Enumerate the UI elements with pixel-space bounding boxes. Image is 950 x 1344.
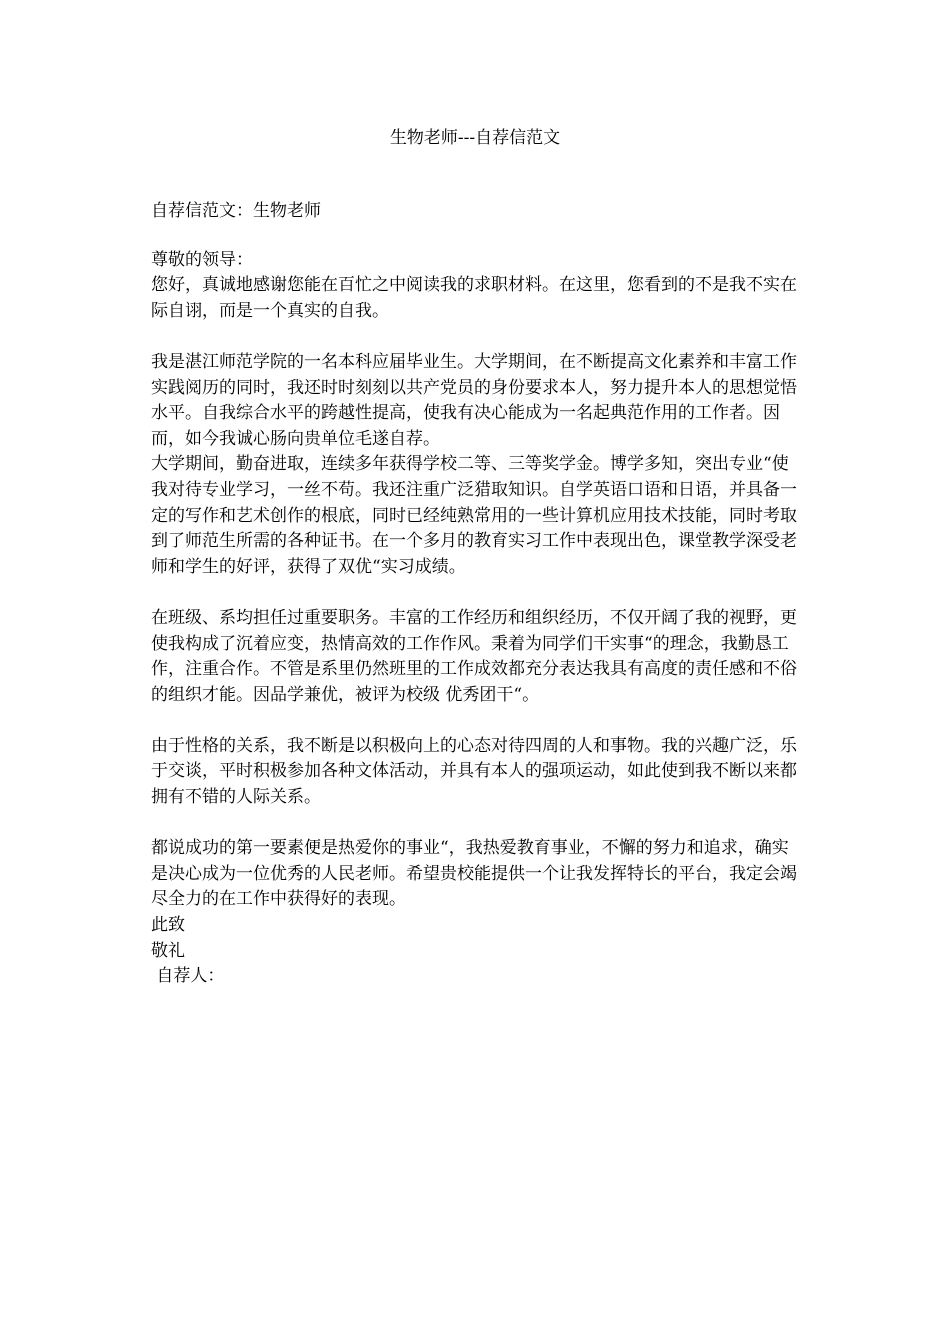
paragraph-conclusion: 都说成功的第一要素便是热爱你的事业“，我热爱教育事业，不懈的努力和追求，确实是决心成为一位优秀的人民老师。希望贵校能提供一个让我发挥特长的平台，我定会竭尽全力的在工作中获得好的表现。 (151, 838, 797, 910)
letter-body (151, 199, 801, 990)
paragraph-leadership: 在班级、系均担任过重要职务。丰富的工作经历和组织经历，不仅开阔了我的视野，更使我构成了沉着应变，热情高效的工作作风。秉着为同学们干实事“的理念，我勤恳工作，注重合作。不管是系里仍然班里的工作成效都充分表达我具有高度的责任感和不俗的组织才能。因品学兼优，被评为校级 优秀团干“。 (151, 607, 797, 705)
spacer (151, 225, 801, 248)
spacer (151, 580, 801, 606)
letter-salutation: 尊敬的领导： (151, 249, 253, 270)
paragraph-university: 大学期间，勤奋进取，连续多年获得学校二等、三等奖学金。博学多知，突出专业“使我对待专业学习，一丝不苟。我还注重广泛猎取知识。自学英语口语和日语，并具备一定的写作和艺术创作的根底，同时已经纯熟常用的一些计算机应用技术技能，同时考取到了师范生所需的各种证书。在一个多月的教育实习工作中表现出色，课堂教学深受老师和学生的好评，获得了双优“实习成绩。 (151, 454, 797, 577)
spacer (151, 811, 801, 837)
paragraph-personality: 由于性格的关系，我不断是以积极向上的心态对待四周的人和事物。我的兴趣广泛，乐于交谈，平时积极参加各种文体活动，并具有本人的强项运动，如此使到我不断以来都拥有不错的人际关系。 (151, 735, 797, 808)
spacer (151, 324, 801, 350)
letter-subtitle: 自荐信范文：生物老师 (151, 201, 321, 221)
paragraph-introduction: 我是湛江师范学院的一名本科应届毕业生。大学期间，在不断提高文化素养和丰富工作实践阅历的同时，我还时时刻刻以共产党员的身份要求本人，努力提升本人的思想觉悟水平。自我综合水平的跨越性提高，使我有决心能成为一名起典范作用的工作者。因而，如今我诚心肠向贵单位毛遂自荐。 (151, 351, 797, 449)
signature-line: 自荐人： (151, 966, 225, 987)
closing-line-2: 敬礼 (151, 940, 185, 961)
paragraph-greeting: 您好，真诚地感谢您能在百忙之中阅读我的求职材料。在这里，您看到的不是我不实在际自诩，而是一个真实的自我。 (151, 275, 797, 321)
document-title: 生物老师---自荐信范文 (389, 128, 561, 148)
spacer (151, 708, 801, 734)
closing-line-1: 此致 (151, 915, 185, 936)
